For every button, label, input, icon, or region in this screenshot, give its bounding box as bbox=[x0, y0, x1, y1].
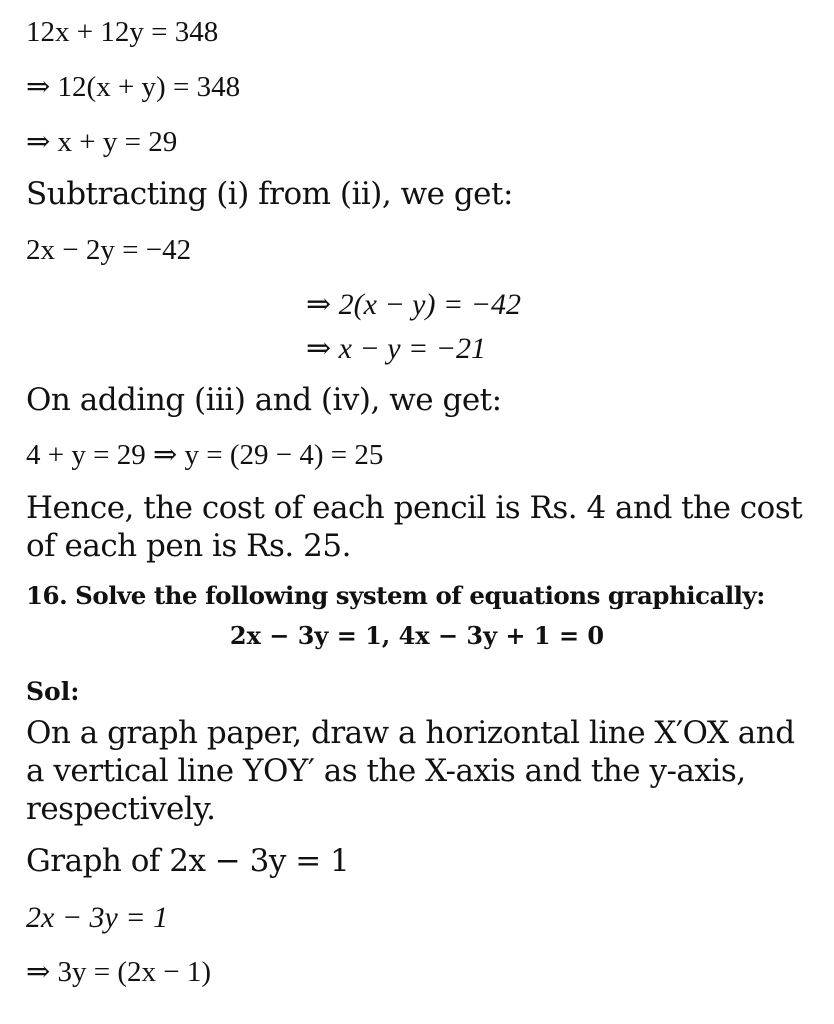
instruction-paragraph: On a graph paper, draw a horizontal line X′OX and a vertical line YOY′ as the X-axis and the y-axis, respectively. bbox=[26, 715, 795, 827]
equation-line-1: 12x + 12y = 348 bbox=[26, 16, 219, 48]
equation-line-5: 2x − 2y = −42 bbox=[26, 234, 192, 266]
equation-line-13: 2x − 3y = 1 bbox=[26, 901, 169, 934]
equation-line-3: ⇒ x + y = 29 bbox=[26, 126, 178, 158]
solution-label: Sol: bbox=[26, 677, 80, 706]
question-16-equations: 2x − 3y = 1, 4x − 3y + 1 = 0 bbox=[229, 621, 605, 650]
equation-line-6: ⇒ 2(x − y) = −42 bbox=[306, 288, 521, 321]
question-16-heading: 16. Solve the following system of equations graphically: bbox=[26, 581, 765, 610]
equation-line-2: ⇒ 12(x + y) = 348 bbox=[26, 71, 241, 103]
subtracting-text: Subtracting (i) from (ii), we get: bbox=[26, 176, 513, 212]
equation-line-9: 4 + y = 29 ⇒ y = (29 − 4) = 25 bbox=[26, 439, 384, 471]
equation-line-7: ⇒ x − y = −21 bbox=[306, 332, 486, 365]
conclusion-paragraph: Hence, the cost of each pencil is Rs. 4 and the cost of each pen is Rs. 25. bbox=[26, 490, 803, 564]
adding-text: On adding (iii) and (iv), we get: bbox=[26, 382, 502, 418]
graph-of-heading: Graph of 2x − 3y = 1 bbox=[26, 843, 350, 879]
equation-line-14: ⇒ 3y = (2x − 1) bbox=[26, 956, 212, 988]
